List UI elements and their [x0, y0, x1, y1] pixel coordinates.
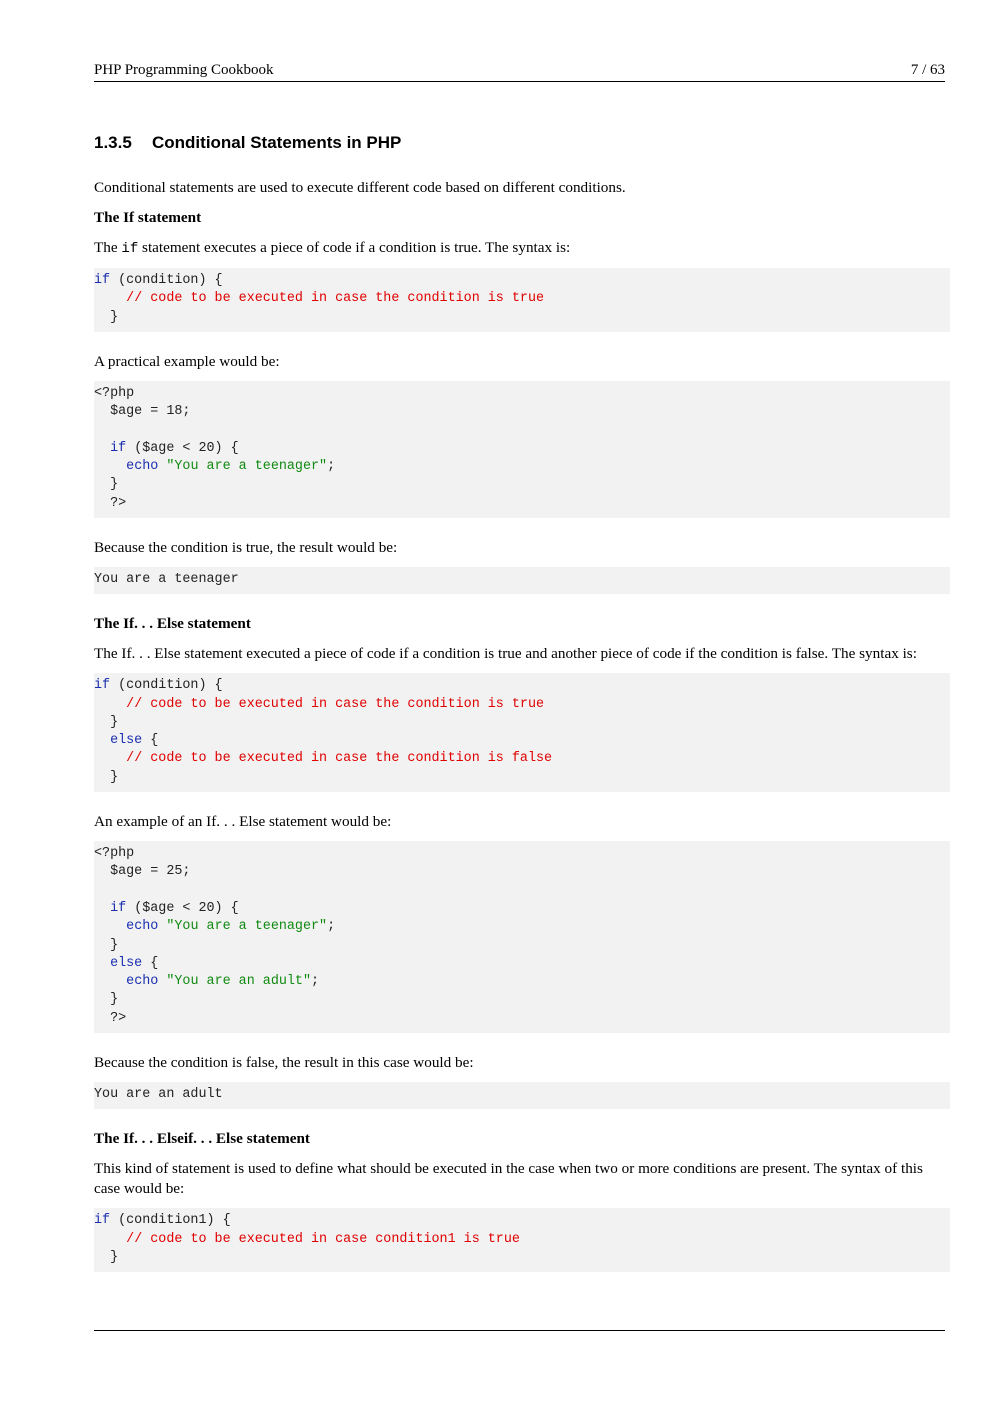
running-header — [94, 60, 945, 82]
code-text: ($age < 20) { — [126, 900, 239, 916]
if-elseif-else-heading: The If. . . Elseif. . . Else statement — [94, 1130, 310, 1148]
code-keyword: if — [110, 440, 127, 456]
code-line: } — [94, 714, 119, 730]
code-comment: // code to be executed in case the condition is false — [126, 751, 553, 767]
code-line: } — [94, 309, 119, 325]
code-text: ; — [327, 919, 336, 935]
code-line — [94, 882, 950, 900]
code-indent — [94, 919, 126, 934]
code-line — [94, 696, 950, 714]
code-indent — [94, 459, 126, 474]
code-line: } — [94, 1249, 119, 1265]
code-line: ?> — [94, 495, 127, 511]
code-line — [94, 918, 950, 936]
code-text: ($age < 20) { — [126, 440, 239, 456]
if-else-heading: The If. . . Else statement — [94, 615, 251, 633]
code-comment: // code to be executed in case the condition is true — [126, 696, 545, 712]
code-indent — [94, 1232, 126, 1247]
desc-text: The — [94, 239, 122, 256]
code-string: "You are an adult" — [166, 974, 312, 990]
section-title: Conditional Statements in PHP — [152, 133, 402, 152]
if-example-code-block — [94, 381, 950, 518]
page-content — [94, 130, 945, 1292]
code-text: { — [142, 733, 159, 749]
if-else-example-code-block — [94, 841, 950, 1033]
section-number: 1.3.5 — [94, 133, 132, 152]
code-indent — [94, 733, 110, 748]
code-comment: // code to be executed in case condition1 is true — [126, 1231, 520, 1247]
code-keyword: else — [110, 955, 143, 971]
code-keyword: echo — [126, 974, 159, 990]
if-elseif-syntax-code-block — [94, 1208, 950, 1272]
code-indent — [94, 974, 126, 989]
code-line: } — [94, 992, 119, 1008]
code-keyword: echo — [126, 919, 159, 935]
code-line — [94, 458, 950, 476]
if-else-result-output — [94, 1082, 950, 1109]
result-intro: Because the condition is false, the result in this case would be: — [94, 1054, 474, 1072]
code-line: You are a teenager — [94, 571, 239, 587]
code-line: <?php — [94, 385, 135, 401]
code-indent — [94, 291, 126, 306]
code-line — [94, 440, 950, 458]
code-line: } — [94, 769, 119, 785]
code-text: ; — [311, 974, 320, 990]
code-text: { — [142, 955, 159, 971]
if-else-description: The If. . . Else statement executed a piece of code if a condition is true and another piece of code if the condition is false. The syntax is: — [94, 645, 917, 663]
footer-rule — [94, 1330, 945, 1331]
code-line — [94, 421, 950, 439]
result-intro: Because the condition is true, the result would be: — [94, 538, 398, 556]
code-indent — [94, 956, 110, 971]
code-line — [94, 750, 950, 768]
code-indent — [94, 441, 110, 456]
code-text: ; — [327, 459, 336, 475]
code-string: "You are a teenager" — [166, 919, 328, 935]
page-number: 7 / 63 — [910, 62, 945, 78]
code-keyword: if — [94, 1213, 111, 1229]
code-line — [94, 1231, 950, 1249]
code-keyword: if — [94, 273, 111, 288]
code-line: $age = 18; — [94, 404, 191, 420]
code-line — [94, 732, 950, 750]
code-keyword: else — [110, 733, 143, 749]
code-indent — [94, 751, 126, 766]
code-line — [94, 955, 950, 973]
section-heading — [94, 130, 945, 156]
code-line — [94, 677, 950, 695]
if-elseif-else-description: This kind of statement is used to define what should be executed in the case when two or more conditions are present. The syntax of this case would be: — [94, 1160, 923, 1198]
code-indent — [94, 901, 110, 916]
code-keyword: echo — [126, 459, 159, 475]
code-keyword: if — [94, 678, 111, 694]
code-text: (condition) { — [110, 678, 223, 694]
if-statement-heading: The If statement — [94, 209, 202, 226]
if-statement-description — [94, 238, 945, 259]
code-string: "You are a teenager" — [166, 459, 328, 475]
code-line: } — [94, 477, 119, 493]
code-comment: // code to be executed in case the condition is true — [126, 291, 545, 307]
code-text: (condition1) { — [110, 1213, 231, 1229]
code-line — [94, 973, 950, 991]
desc-text: statement executes a piece of code if a condition is true. The syntax is: — [138, 239, 571, 256]
code-line: <?php — [94, 846, 135, 862]
example-intro: An example of an If. . . Else statement would be: — [94, 813, 392, 831]
inline-code-if: if — [121, 241, 139, 257]
code-line — [94, 900, 950, 918]
code-line: You are an adult — [94, 1087, 223, 1103]
code-text: (condition) { — [110, 273, 223, 288]
code-line — [94, 272, 950, 290]
if-result-output — [94, 567, 950, 594]
code-indent — [94, 697, 126, 712]
if-else-syntax-code-block — [94, 673, 950, 792]
code-line: } — [94, 937, 119, 953]
intro-paragraph: Conditional statements are used to execute different code based on different conditions. — [94, 179, 626, 196]
code-line: ?> — [94, 1010, 127, 1026]
book-title: PHP Programming Cookbook — [94, 62, 274, 78]
example-intro: A practical example would be: — [94, 352, 280, 370]
code-line — [94, 1212, 950, 1230]
code-line: $age = 25; — [94, 864, 191, 880]
if-syntax-code-block — [94, 268, 950, 332]
code-line — [94, 290, 950, 308]
code-keyword: if — [110, 900, 127, 916]
